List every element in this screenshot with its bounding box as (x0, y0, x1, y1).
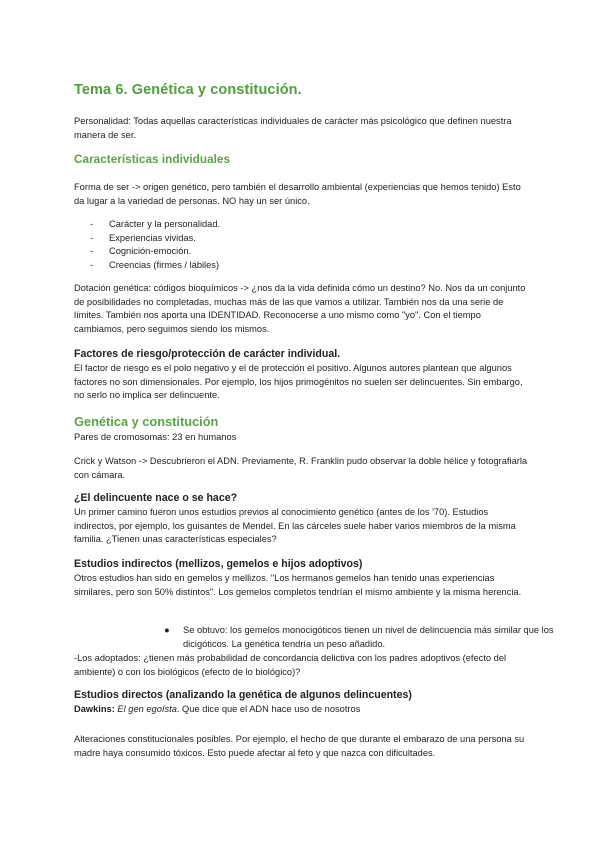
dawkins-book: El gen egoísta (117, 704, 177, 714)
dawkins-rest: . Que dice que el ADN hace uso de nosotros (176, 704, 361, 714)
bullet-dot-icon: ● (164, 625, 170, 635)
forma-ser-paragraph: Forma de ser -> origen genético, pero también el desarrollo ambiental (experiencias que hemos tenido) Esto da lugar a la variedad de personas. NO hay un ser único. (74, 182, 521, 206)
list-item: - Cognición-emoción. (74, 245, 528, 259)
indirectos-title: Estudios indirectos (mellizos, gemelos e hijos adoptivos) (74, 558, 363, 570)
dawkins-paragraph (74, 703, 528, 717)
list-item: - Experiencias vividas. (74, 232, 528, 246)
nace-paragraph: Un primer camino fueron unos estudios previos al conocimiento genético (antes de los '70). Estudios indirectos, por ejemplo, los guisantes de Mendel. En las cárceles suele haber varios miembros de la misma familia. ¿Tienen unas características especiales? (74, 507, 516, 545)
heading-genetica: Genética y constitución (74, 414, 219, 429)
dawkins-label: Dawkins: (74, 704, 115, 714)
bullet-text: Se obtuvo: los gemelos monocigóticos tienen un nivel de delincuencia más similar que los dicigóticos. La genética tendría un peso añadido. (183, 625, 554, 649)
heading-caracteristicas: Características individuales (74, 152, 231, 166)
list-item: - Carácter y la personalidad. (74, 218, 528, 232)
indirectos-paragraph: Otros estudios han sido en gemelos y mellizos. "Los hermanos gemelos han tenido unas experiencias similares, pero son 50% distintos". Los gemelos completos tendrían el mismo ambiente y la misma herencia. (74, 573, 522, 597)
adoptados-paragraph: -Los adoptados: ¿tienen más probabilidad de concordancia delictiva con los padres adoptivos (efecto del ambiente) o con los biológicos (efecto de lo biológico)? (74, 653, 507, 677)
pares-paragraph: Pares de cromosomas: 23 en humanos (74, 432, 237, 442)
intro-paragraph: Personalidad: Todas aquellas características individuales de carácter más psicológico que definen nuestra manera de ser. (74, 116, 512, 140)
characteristics-list (74, 218, 528, 272)
factores-paragraph: El factor de riesgo es el polo negativo y el de protección el positivo. Algunos autores plantean que algunos factores no son dimensionales. Por ejemplo, los hijos primogénitos no suelen ser delincuentes. Sin embargo, no serlo no implica ser delincuente. (74, 363, 523, 401)
dotacion-paragraph: Dotación genética: códigos bioquímicos -> ¿nos da la vida definida cómo un destino? No. Nos da un conjunto de posibilidades no completadas, muchas más de las que vamos a utilizar. También nos da una serie de límites. También nos aporta una IDENTIDAD. Reconocerse a uno mismo como "yo". Con el tiempo cambiamos, pero seguimos siendo los mismos. (74, 283, 526, 334)
directos-title: Estudios directos (analizando la genética de algunos delincuentes) (74, 689, 412, 701)
factores-title: Factores de riesgo/protección de carácter individual. (74, 348, 341, 360)
list-item: - Creencias (firmes / lábiles) (74, 259, 528, 273)
nace-title: ¿El delincuente nace o se hace? (74, 492, 238, 504)
alteraciones-paragraph: Alteraciones constitucionales posibles. Por ejemplo, el hecho de que durante el embarazo de una persona su madre haya consumido tóxicos. Esto puede afectar al feto y que nazca con dificultades. (74, 734, 525, 758)
crick-paragraph: Crick y Watson -> Descubrieron el ADN. Previamente, R. Franklin pudo observar la doble hélice y fotografiarla con cámara. (74, 456, 528, 480)
document-title: Tema 6. Genética y constitución. (74, 82, 302, 98)
result-bullet (148, 624, 599, 651)
